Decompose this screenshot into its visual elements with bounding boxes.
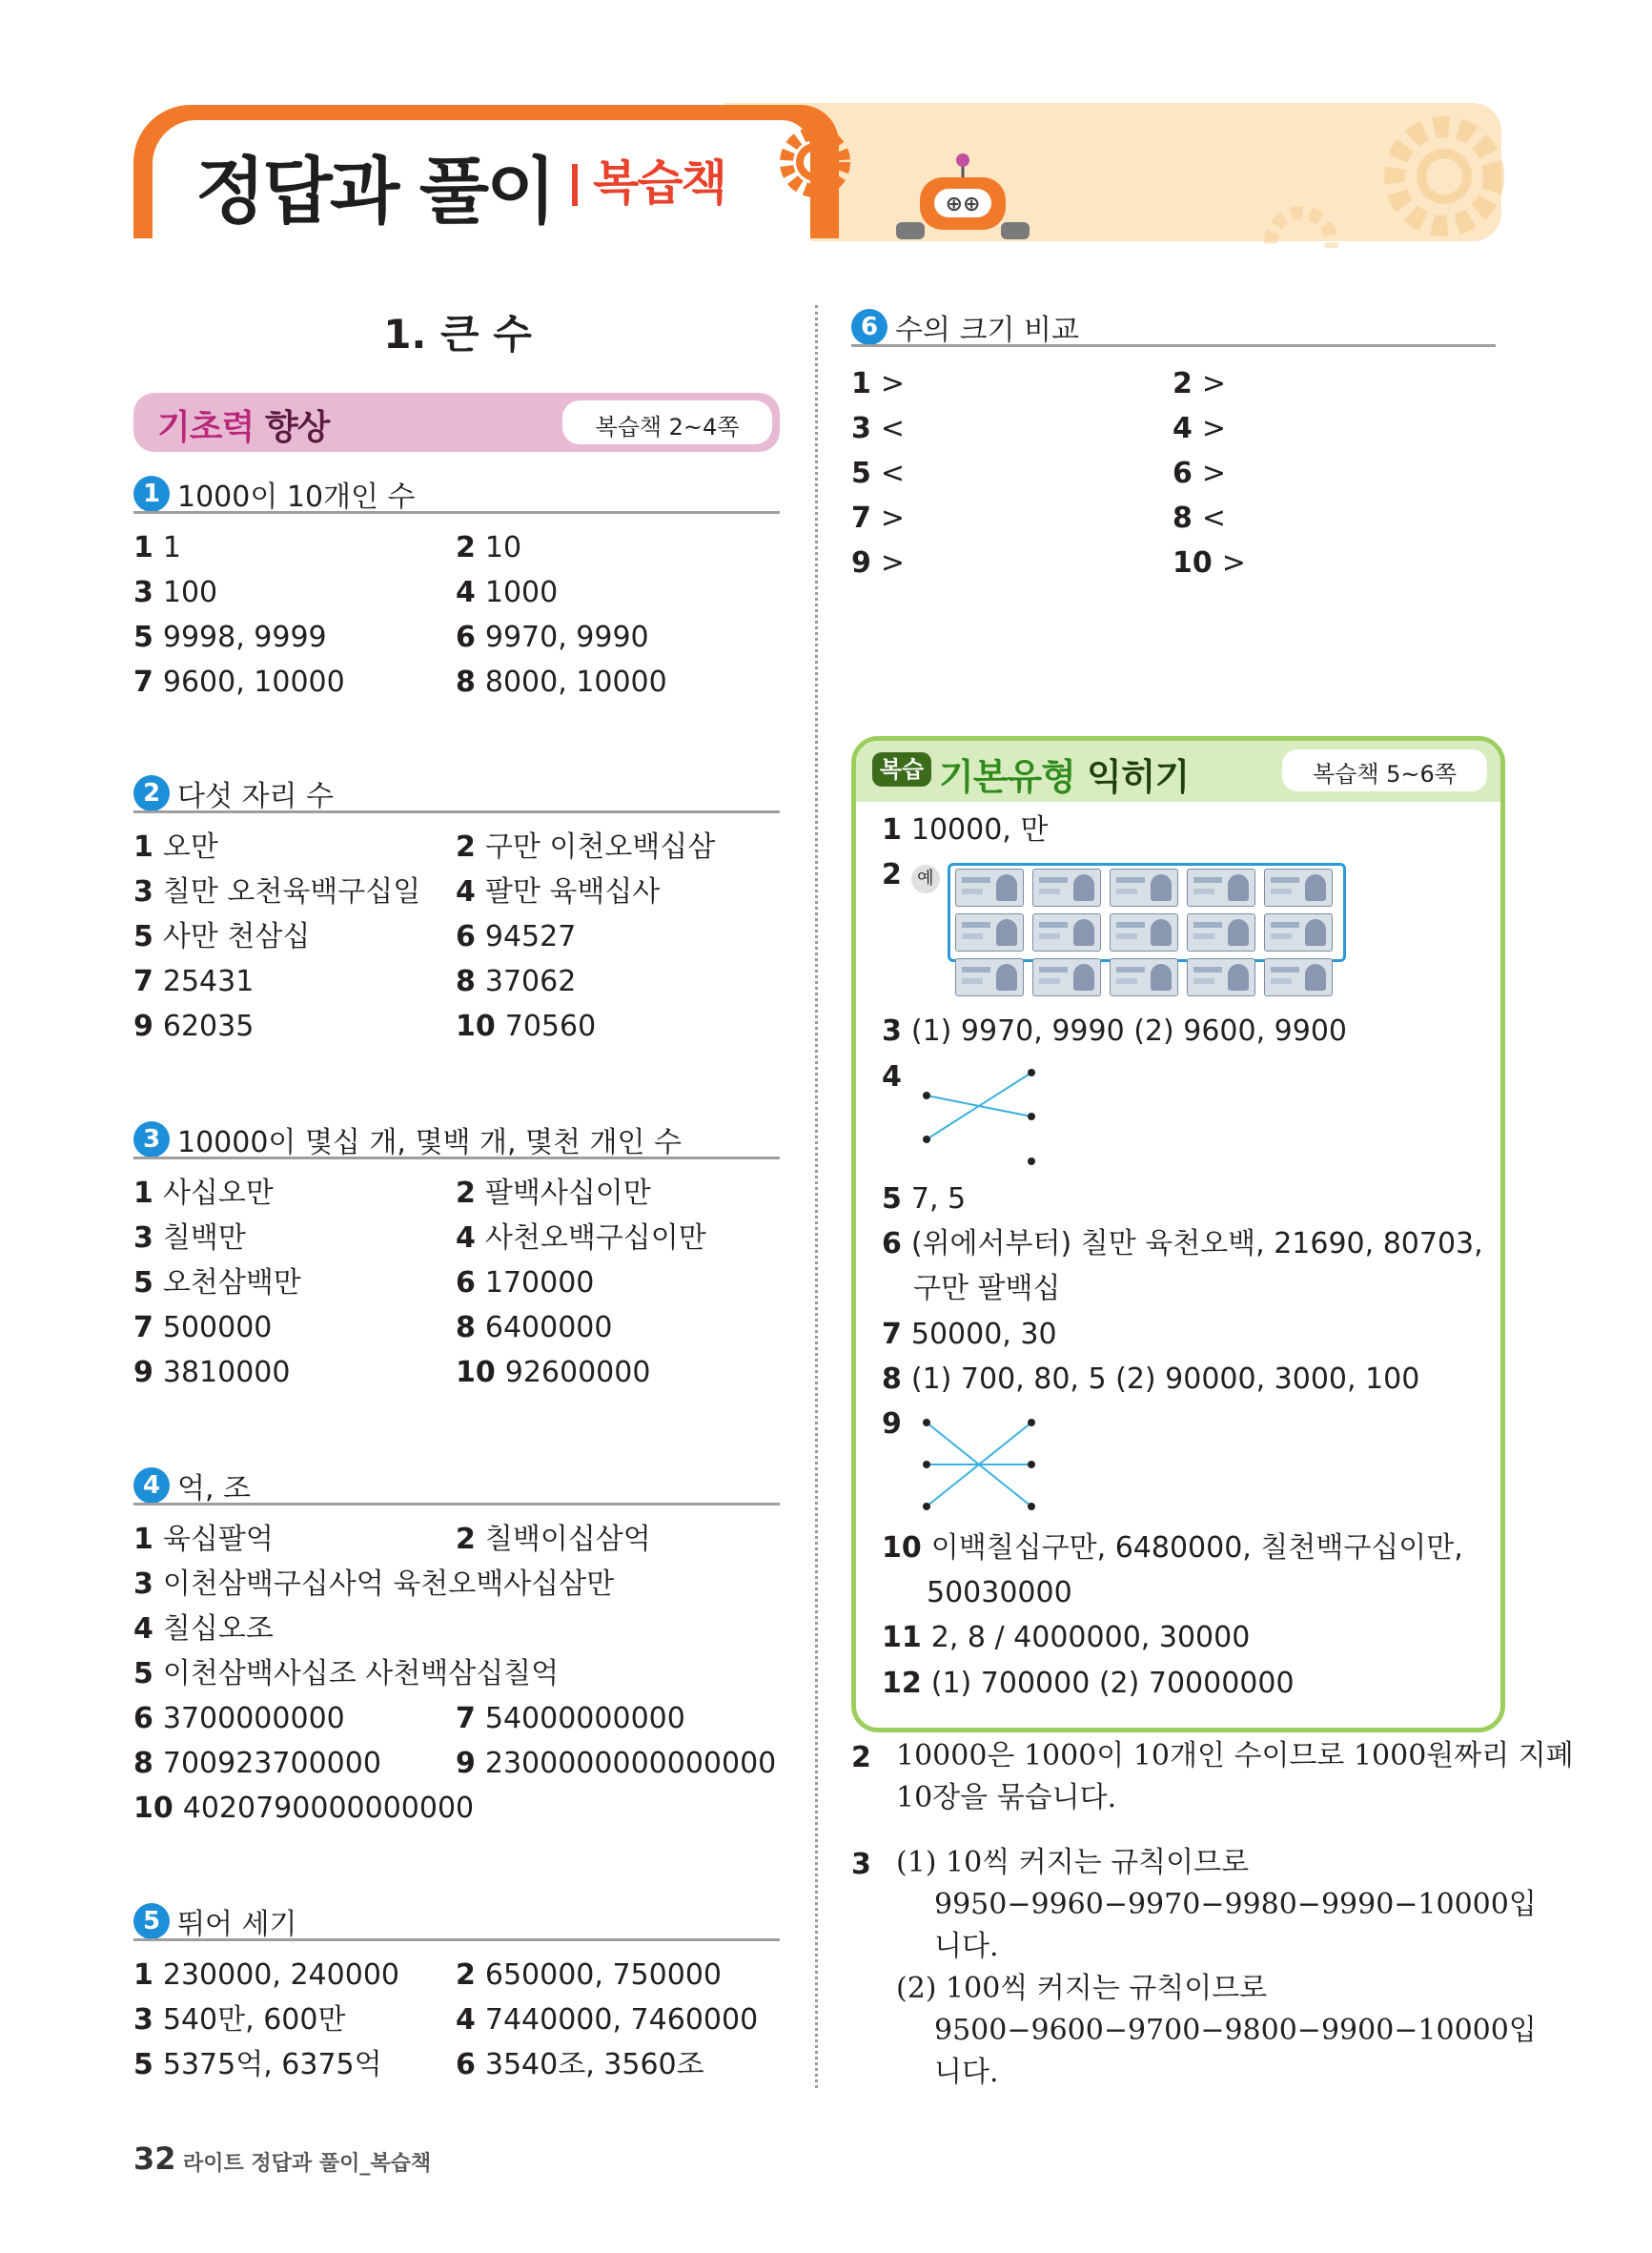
answer-value: 칠백만	[162, 1221, 246, 1255]
answer-item	[456, 1523, 651, 1557]
robot-face: ⊕⊕	[945, 193, 981, 216]
answer-number: 7	[133, 965, 153, 998]
answer-value: 62035	[162, 1010, 255, 1043]
answer-value: 이천삼백구십사억 육천오백사십삼만	[162, 1567, 615, 1601]
banknote-1000-icon	[1264, 913, 1333, 952]
section-underline	[133, 1503, 780, 1505]
answer-item	[456, 666, 667, 700]
banknote-1000-icon	[955, 913, 1024, 952]
banknote-1000-icon	[1110, 869, 1178, 907]
section-underline	[133, 1157, 780, 1159]
answer-number: 7	[133, 1311, 153, 1344]
matching-diagram-9	[915, 1411, 1039, 1516]
explanation-text: (2) 100씩 커지는 규칙이므로	[896, 1972, 1268, 2005]
compare-item	[1173, 412, 1226, 446]
answer-number: 1	[133, 1958, 153, 1992]
answer-number: 4	[456, 1221, 476, 1255]
answer-value: 구만 이천오백십삼	[484, 830, 716, 864]
answer-item	[133, 1356, 290, 1390]
answer-value: 6400000	[484, 1311, 613, 1344]
answer-item	[133, 1612, 274, 1647]
banknote-1000-icon	[1187, 958, 1255, 996]
answer-value: 팔만 육백십사	[484, 875, 661, 909]
answer-value: 사십오만	[162, 1177, 274, 1210]
answer-item	[456, 531, 521, 565]
answer-value: 사천오백구십이만	[484, 1221, 706, 1255]
answer-item: 9	[882, 1407, 902, 1441]
answer-value: 10000, 만	[910, 813, 1049, 847]
robot-mascot-icon	[896, 151, 1030, 246]
answer-number: 6	[133, 1702, 153, 1735]
answer-number: 1	[133, 531, 153, 564]
banner-title-sub: 익히기	[1087, 756, 1190, 798]
answer-value: 8000, 10000	[484, 666, 667, 699]
compare-item	[851, 412, 905, 446]
answer-item	[456, 920, 576, 954]
page-number: 32	[133, 2140, 176, 2177]
answer-value: 7440000, 7460000	[484, 2003, 759, 2037]
answer-number: 9	[133, 1356, 153, 1389]
answer-number: 5	[133, 1657, 153, 1690]
answer-value: 칠십오조	[162, 1612, 274, 1646]
answer-value: 230000, 240000	[162, 1958, 399, 1992]
answer-item	[456, 1221, 706, 1256]
chapter-title: 1. 큰 수	[383, 311, 532, 358]
section-number: 2	[133, 775, 170, 811]
banner-title	[939, 748, 1189, 800]
answer-number: 4	[456, 576, 476, 609]
answer-number: 3	[133, 1221, 153, 1255]
answer-number: 9	[456, 1747, 476, 1780]
section-title: 억, 조	[177, 1472, 252, 1505]
section-number: 4	[133, 1467, 170, 1504]
section-heading	[133, 1900, 296, 1940]
answer-item	[133, 830, 218, 865]
answer-value: 9998, 9999	[162, 621, 327, 654]
answer-item	[133, 1702, 345, 1736]
compare-item	[851, 367, 905, 401]
answer-item	[456, 875, 660, 910]
banner-title	[157, 400, 329, 449]
answer-number: 2	[456, 1523, 476, 1556]
answer-number: 3	[133, 576, 153, 609]
answer-item	[133, 1523, 274, 1557]
answer-value: 육십팔억	[162, 1523, 274, 1556]
answer-value: 650000, 750000	[484, 1958, 722, 1992]
answer-number: 4	[1173, 412, 1193, 445]
section-underline	[133, 511, 780, 514]
answer-item	[456, 1747, 776, 1781]
section-title: 1000이 10개인 수	[177, 481, 416, 514]
answer-item	[133, 1010, 254, 1044]
answer-item: 3 (1) 9970, 9990 (2) 9600, 9900	[882, 1014, 1348, 1048]
answer-item	[133, 531, 181, 565]
section-heading	[851, 306, 1079, 346]
answer-item	[456, 1958, 722, 1993]
answer-item: 6 (위에서부터) 칠만 육천오백, 21690, 80703,	[882, 1227, 1483, 1260]
answer-continuation: 구만 팔백십	[913, 1272, 1061, 1305]
compare-sign: <	[1201, 502, 1227, 535]
answer-item	[456, 1266, 594, 1301]
compare-sign: <	[880, 412, 906, 445]
answer-value: 10	[484, 531, 522, 564]
compare-item	[851, 457, 905, 491]
answer-item	[456, 2048, 704, 2082]
compare-sign: >	[1201, 457, 1227, 490]
answer-number: 8	[1173, 502, 1193, 535]
answer-item	[133, 2048, 382, 2082]
compare-item	[851, 546, 905, 581]
compare-sign: >	[1201, 412, 1227, 445]
explanation-text: 니다.	[934, 1930, 999, 1963]
answer-number: 1	[133, 830, 153, 864]
explanation-text: 10000은 1000이 10개인 수이므로 1000원짜리 지폐	[896, 1739, 1574, 1772]
compare-sign: >	[880, 502, 906, 535]
footer-text: 라이트 정답과 풀이_복습책	[183, 2152, 432, 2176]
answer-number: 7	[456, 1702, 476, 1735]
column-divider	[815, 305, 818, 2088]
section-title: 뛰어 세기	[177, 1908, 297, 1941]
banknote-1000-icon	[1110, 958, 1178, 996]
banknote-1000-icon	[1264, 869, 1333, 907]
banknote-1000-icon	[1264, 958, 1333, 996]
answer-number: 4	[456, 2003, 476, 2037]
answer-item	[133, 1958, 399, 1993]
answer-number: 5	[133, 920, 153, 953]
answer-continuation: 50030000	[927, 1576, 1072, 1609]
explanation-number: 2	[851, 1741, 871, 1774]
banner-title-sub: 향상	[264, 408, 330, 447]
answer-item	[133, 1567, 614, 1602]
answer-number: 3	[851, 412, 871, 445]
answer-item: 10 이백칠십구만, 6480000, 칠천백구십이만,	[882, 1531, 1463, 1565]
answer-item	[133, 1221, 246, 1256]
answer-value: 50000, 30	[910, 1318, 1057, 1351]
answer-number: 9	[133, 1010, 153, 1043]
answer-number: 2	[1173, 367, 1193, 400]
answer-number: 6	[456, 920, 476, 953]
answer-number: 3	[133, 875, 153, 909]
answer-value: 94527	[484, 920, 577, 953]
matching-diagram-4	[915, 1063, 1039, 1168]
answer-value: 1000	[484, 576, 559, 609]
answer-item	[456, 1311, 612, 1345]
answer-number: 1	[133, 1177, 153, 1210]
answer-item: 8 (1) 700, 80, 5 (2) 90000, 3000, 100	[882, 1362, 1420, 1396]
answer-item: 12 (1) 700000 (2) 70000000	[882, 1667, 1295, 1700]
answer-number: 6	[1173, 457, 1193, 490]
answer-number: 5	[851, 457, 871, 490]
answer-value: (1) 9970, 9990 (2) 9600, 9900	[910, 1014, 1348, 1048]
compare-item	[1173, 546, 1246, 581]
answer-item: 5 7, 5	[882, 1182, 967, 1216]
page-ref: 복습책 2~4쪽	[595, 414, 740, 440]
answer-value: 2300000000000000	[484, 1747, 777, 1780]
answer-value: 25431	[162, 965, 255, 998]
compare-sign: >	[880, 546, 906, 580]
answer-number: 10	[133, 1792, 173, 1825]
answer-number: 8	[456, 965, 476, 998]
answer-value: 3700000000	[162, 1702, 345, 1735]
title-divider	[572, 164, 578, 206]
answer-number: 3	[133, 2003, 153, 2037]
answer-item	[456, 1356, 650, 1390]
answer-value: 700923700000	[162, 1747, 381, 1780]
answer-number: 2	[456, 830, 476, 864]
answer-number: 5	[133, 1266, 153, 1300]
answer-value: 1	[162, 531, 181, 564]
answer-number: 10	[456, 1010, 496, 1043]
section-number: 3	[133, 1121, 170, 1157]
answer-item	[133, 1792, 474, 1826]
answer-item: 11 2, 8 / 4000000, 30000	[882, 1621, 1251, 1654]
section-heading	[133, 1464, 251, 1505]
compare-sign: <	[880, 457, 906, 490]
answer-item: 7 50000, 30	[882, 1318, 1057, 1351]
section-title: 10000이 몇십 개, 몇백 개, 몇천 개인 수	[177, 1126, 683, 1159]
page-title: 정답과 풀이	[195, 149, 554, 234]
answer-value: 2, 8 / 4000000, 30000	[930, 1621, 1251, 1654]
answer-item: 1 10000, 만	[882, 813, 1049, 847]
answer-value: (1) 700, 80, 5 (2) 90000, 3000, 100	[910, 1362, 1420, 1396]
answer-value: 팔백사십이만	[484, 1177, 651, 1210]
banknote-1000-icon	[1187, 913, 1255, 952]
answer-number: 2	[456, 1958, 476, 1992]
answer-number: 2	[456, 531, 476, 564]
compare-item	[851, 502, 905, 536]
answer-item	[456, 1010, 596, 1044]
answer-item	[133, 1657, 559, 1691]
gear-icon	[1373, 105, 1516, 248]
section-underline	[133, 1938, 780, 1941]
section-title: 수의 크기 비교	[895, 314, 1079, 347]
answer-number: 10	[456, 1356, 496, 1389]
answer-item	[133, 666, 345, 700]
answer-value: 이천삼백사십조 사천백삼십칠억	[162, 1657, 560, 1690]
banknote-1000-icon	[1032, 958, 1101, 996]
page-ref: 복습책 5~6쪽	[1312, 761, 1457, 788]
explanation-text: 9500−9600−9700−9800−9900−10000입	[934, 2014, 1537, 2047]
section-underline	[851, 344, 1496, 347]
gear-icon	[772, 119, 858, 205]
answer-value: 92600000	[504, 1356, 651, 1389]
answer-item	[456, 965, 576, 999]
answer-item: 2 예	[882, 858, 940, 893]
answer-value: 37062	[484, 965, 577, 998]
answer-value: 오만	[162, 830, 218, 864]
answer-value: 오천삼백만	[162, 1266, 301, 1300]
answer-number: 6	[456, 1266, 476, 1300]
answer-number: 8	[456, 1311, 476, 1344]
answer-value: 7, 5	[910, 1182, 967, 1216]
answer-item	[133, 920, 310, 954]
answer-value: 9970, 9990	[484, 621, 649, 654]
answer-value: 100	[162, 576, 218, 609]
answer-number: 7	[851, 502, 871, 535]
answer-item	[133, 1747, 381, 1781]
answer-value: (위에서부터) 칠만 육천오백, 21690, 80703,	[910, 1227, 1483, 1260]
explanation-text: 9950−9960−9970−9980−9990−10000입	[934, 1888, 1537, 1921]
banknote-1000-icon	[1110, 913, 1178, 952]
compare-item	[1173, 457, 1226, 491]
answer-value: (1) 700000 (2) 70000000	[930, 1667, 1295, 1700]
answer-number: 8	[133, 1747, 153, 1780]
answer-number: 10	[1173, 546, 1213, 580]
answer-number: 1	[133, 1523, 153, 1556]
answer-number: 4	[133, 1612, 153, 1646]
gear-icon	[1258, 191, 1344, 248]
answer-number: 2	[456, 1177, 476, 1210]
section-number: 6	[851, 309, 887, 345]
banknote-1000-icon	[1032, 913, 1101, 952]
section-title: 다섯 자리 수	[177, 780, 334, 813]
banknote-1000-icon	[955, 958, 1024, 996]
compare-sign: >	[1221, 546, 1246, 580]
answer-value: 500000	[162, 1311, 273, 1344]
answer-number: 5	[133, 621, 153, 654]
answer-item	[456, 576, 558, 610]
answer-value: 3540조, 3560조	[484, 2048, 704, 2081]
answer-item	[456, 1177, 651, 1211]
answer-item: 4	[882, 1060, 902, 1094]
answer-number: 5	[133, 2048, 153, 2081]
answer-value: 칠백이십삼억	[484, 1523, 651, 1556]
compare-item	[1173, 502, 1226, 536]
explanation-text: (1) 10씩 커지는 규칙이므로	[896, 1846, 1250, 1879]
review-tag: 복습	[872, 752, 931, 787]
answer-value: 9600, 10000	[162, 666, 345, 699]
section-number: 5	[133, 1903, 170, 1939]
answer-item	[133, 965, 254, 999]
section-heading	[133, 772, 334, 812]
answer-value: 540만, 600만	[162, 2003, 346, 2037]
compare-sign: >	[1201, 367, 1227, 400]
section-heading	[133, 473, 416, 513]
answer-number: 3	[133, 1567, 153, 1601]
explanation-number: 3	[851, 1848, 871, 1881]
answer-item	[133, 1311, 272, 1345]
answer-item	[456, 621, 649, 655]
answer-number: 6	[456, 621, 476, 654]
explanation-text: 니다.	[934, 2056, 999, 2089]
answer-item	[133, 1177, 274, 1211]
compare-sign: >	[880, 367, 906, 400]
section-number: 1	[133, 476, 170, 512]
answer-value: 70560	[504, 1010, 597, 1043]
answer-item	[456, 830, 715, 865]
answer-value: 이백칠십구만, 6480000, 칠천백구십이만,	[930, 1531, 1463, 1565]
answer-number: 7	[133, 666, 153, 699]
answer-number: 1	[851, 367, 871, 400]
answer-value: 4020790000000000	[182, 1792, 475, 1825]
answer-item	[456, 2003, 758, 2038]
banknote-1000-icon	[1187, 869, 1255, 907]
answer-value: 170000	[484, 1266, 595, 1300]
banner-title-main: 기초력	[157, 408, 255, 447]
banner-title-main: 기본유형	[939, 756, 1075, 798]
banknote-1000-icon	[1032, 869, 1101, 907]
answer-value: 5375억, 6375억	[162, 2048, 382, 2081]
answer-value: 3810000	[162, 1356, 291, 1389]
answer-item	[456, 1702, 685, 1736]
answer-value: 사만 천삼십	[162, 920, 311, 953]
answer-number: 9	[851, 546, 871, 580]
page-subtitle: 복습책	[593, 155, 725, 211]
answer-item	[133, 1266, 301, 1301]
example-tag: 예	[911, 865, 940, 893]
explanation-text: 10장을 묶습니다.	[896, 1781, 1117, 1814]
answer-item	[133, 576, 217, 610]
answer-number: 4	[456, 875, 476, 909]
banknote-1000-icon	[955, 869, 1024, 907]
section-heading	[133, 1118, 682, 1158]
section-underline	[133, 810, 780, 813]
answer-item	[133, 2003, 345, 2038]
answer-item	[133, 875, 420, 910]
compare-item	[1173, 367, 1226, 401]
answer-number: 6	[456, 2048, 476, 2081]
answer-number: 8	[456, 666, 476, 699]
answer-value: 칠만 오천육백구십일	[162, 875, 421, 909]
answer-value: 54000000000	[484, 1702, 685, 1735]
answer-item	[133, 621, 327, 655]
